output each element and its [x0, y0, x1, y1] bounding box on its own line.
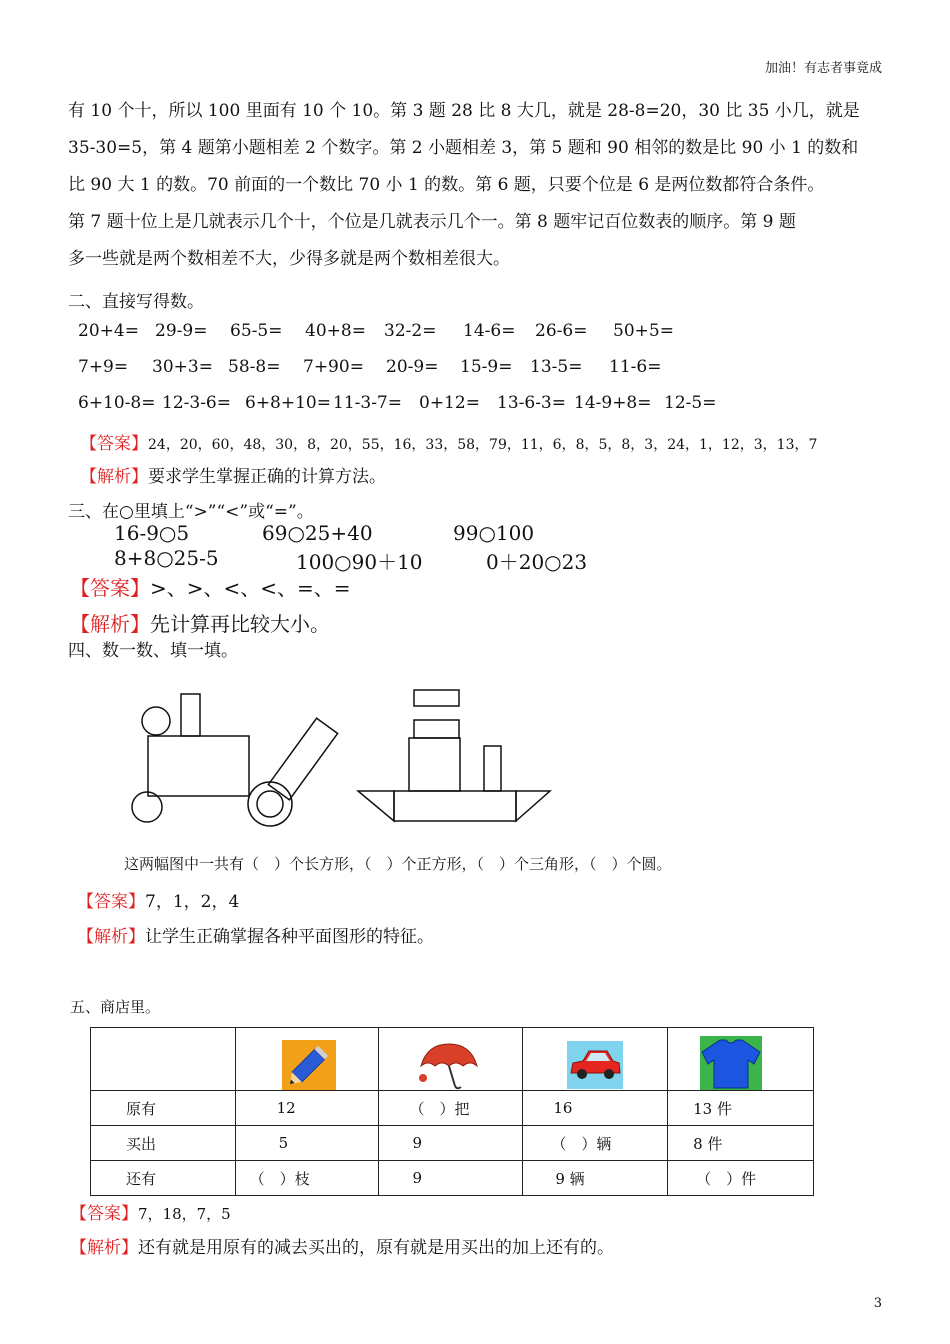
explain-line: 比 90 大 1 的数。70 前面的一个数比 70 小 1 的数。第 6 题，只要个位是 6 是两位数都符合条件。	[68, 175, 825, 195]
table-cell: 9 辆	[523, 1161, 668, 1196]
table-cell: 12	[235, 1091, 379, 1126]
table-cell: 9	[379, 1161, 523, 1196]
table-row	[91, 1161, 814, 1196]
circle-shape	[132, 792, 162, 822]
row-label: 还有	[91, 1161, 236, 1196]
explain-text: 让学生正确掌握各种平面图形的特征。	[145, 927, 434, 947]
rectangle-shape	[414, 720, 459, 738]
table-cell: 16	[523, 1091, 668, 1126]
compare-item: 0＋20○23	[486, 550, 588, 574]
table-cell	[379, 1028, 523, 1091]
answer-tag: 【答案】	[80, 434, 148, 454]
explain-text: 要求学生掌握正确的计算方法。	[148, 467, 386, 487]
rectangle-shape	[394, 791, 516, 821]
equation: 11-3-7=	[333, 393, 402, 413]
equation: 14-6=	[463, 321, 516, 341]
equation: 6+8+10=	[245, 393, 331, 413]
equation: 20-9=	[386, 357, 439, 377]
answer-tag: 【答案】	[70, 576, 150, 600]
equation: 13-5=	[530, 357, 583, 377]
equation: 15-9=	[460, 357, 513, 377]
answer-tag: 【答案】	[77, 892, 145, 912]
rectangle-shape	[181, 694, 200, 736]
page-number: 3	[873, 1296, 882, 1311]
table-row	[91, 1126, 814, 1161]
answer-tag: 【答案】	[70, 1204, 138, 1224]
triangle-shape	[358, 791, 394, 821]
pencil-icon	[282, 1040, 336, 1090]
section5-answer	[70, 1199, 231, 1224]
table-cell: （ ）把	[379, 1091, 523, 1126]
answer-text: 7，1，2，4	[145, 892, 240, 912]
table-row	[91, 1028, 814, 1091]
equation: 40+8=	[305, 321, 366, 341]
circle-shape	[248, 782, 292, 826]
equation: 58-8=	[228, 357, 281, 377]
section4-title: 四、数一数、填一填。	[68, 641, 238, 661]
section4-explain	[77, 922, 434, 947]
section2-answer	[80, 429, 817, 454]
equation: 6+10-8=	[78, 393, 156, 413]
shapes-figure	[120, 680, 570, 830]
answer-text: 7，18，7，5	[138, 1205, 231, 1223]
square-shape	[409, 738, 460, 791]
explain-line: 第 7 题十位上是几就表示几个十，个位是几就表示几个一。第 8 题牢记百位数表的顺序。第 9 题	[68, 212, 796, 232]
page-header: 加油！有志者事竟成	[764, 61, 882, 76]
explain-line: 多一些就是两个数相差不大，少得多就是两个数相差很大。	[68, 249, 510, 269]
equation: 12-5=	[664, 393, 717, 413]
table-cell	[235, 1028, 379, 1091]
car-icon	[567, 1041, 623, 1089]
equation: 65-5=	[230, 321, 283, 341]
equation: 50+5=	[613, 321, 674, 341]
equation: 12-3-6=	[162, 393, 231, 413]
table-cell: 8 件	[668, 1126, 814, 1161]
table-cell	[523, 1028, 668, 1091]
equation: 29-9=	[155, 321, 208, 341]
explain-text: 先计算再比较大小。	[150, 612, 330, 636]
equation: 13-6-3=	[497, 393, 566, 413]
explain-tag: 【解析】	[77, 927, 145, 947]
equation: 26-6=	[535, 321, 588, 341]
compare-item: 100○90＋10	[296, 550, 423, 574]
equation: 7+9=	[78, 357, 129, 377]
table-cell	[91, 1028, 236, 1091]
table-cell: （ ）件	[668, 1161, 814, 1196]
explain-line: 35-30=5，第 4 题第小题相差 2 个数字。第 2 小题相差 3，第 5 题和 90 相邻的数是比 90 小 1 的数和	[68, 138, 859, 158]
shop-table	[90, 1027, 814, 1196]
circle-shape	[142, 707, 170, 735]
table-cell: （ ）辆	[523, 1126, 668, 1161]
umbrella-icon	[417, 1040, 481, 1090]
table-cell: 5	[235, 1126, 379, 1161]
equation: 20+4=	[78, 321, 139, 341]
answer-text: 24，20，60，48，30，8，20，55，16，33，58，79，11，6，8，5，8，3，24，1，12，3，13，7	[148, 437, 818, 453]
table-row	[91, 1091, 814, 1126]
equation: 14-9+8=	[574, 393, 652, 413]
equation: 0+12=	[419, 393, 480, 413]
table-cell: （ ）枝	[235, 1161, 379, 1196]
rectangle-shape	[268, 718, 337, 800]
shirt-icon	[700, 1036, 762, 1090]
explain-text: 还有就是用原有的减去买出的，原有就是用买出的加上还有的。	[138, 1238, 614, 1258]
compare-item: 8+8○25-5	[114, 546, 219, 570]
explain-line: 有 10 个十，所以 100 里面有 10 个 10。第 3 题 28 比 8 大几，就是 28-8=20，30 比 35 小几，就是	[68, 101, 860, 121]
equation: 30+3=	[152, 357, 213, 377]
row-label: 买出	[91, 1126, 236, 1161]
section5-title: 五、商店里。	[70, 998, 161, 1016]
compare-item: 99○100	[453, 521, 535, 545]
section2-explain	[80, 462, 386, 487]
compare-item: 69○25+40	[262, 521, 373, 545]
answer-text: >、>、<、<、=、=	[150, 576, 351, 600]
row-label: 原有	[91, 1091, 236, 1126]
table-cell: 13 件	[668, 1091, 814, 1126]
equation: 7+90=	[303, 357, 364, 377]
section3-title: 三、在○里填上“>”“<”或“=”。	[68, 502, 314, 522]
rectangle-shape	[414, 690, 459, 706]
compare-item: 16-9○5	[114, 521, 190, 545]
explain-tag: 【解析】	[70, 1238, 138, 1258]
table-cell	[668, 1028, 814, 1091]
section3-answer	[70, 572, 351, 601]
section2-title: 二、直接写得数。	[68, 292, 204, 312]
rectangle-shape	[484, 746, 501, 791]
explain-tag: 【解析】	[80, 467, 148, 487]
equation: 11-6=	[609, 357, 662, 377]
rectangle-shape	[148, 736, 249, 796]
table-cell: 9	[379, 1126, 523, 1161]
circle-shape	[257, 791, 283, 817]
section4-answer	[77, 887, 239, 912]
explain-tag: 【解析】	[70, 612, 150, 636]
equation: 32-2=	[384, 321, 437, 341]
section4-question: 这两幅图中一共有（ ）个长方形，（ ）个正方形，（ ）个三角形，（ ）个圆。	[124, 855, 672, 873]
section3-explain	[70, 608, 330, 637]
triangle-shape	[516, 791, 550, 821]
section5-explain	[70, 1233, 614, 1258]
